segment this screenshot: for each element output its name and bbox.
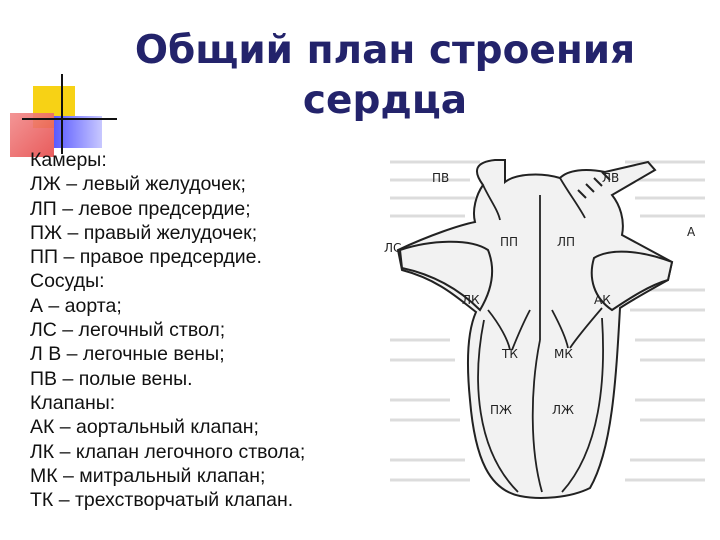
legend-text [30,148,390,512]
legend-line: Камеры: [30,149,107,171]
label-mk: МК [554,347,573,361]
title-line-2: сердца [302,78,468,123]
label-pv: ПВ [432,171,450,185]
legend-line: АК – аортальный клапан; [30,416,259,439]
label-pp: ПП [500,235,519,249]
label-ls: ЛС [384,241,402,255]
title-line-1: Общий план строения [134,28,636,73]
label-ak: АК [594,293,611,307]
legend-line: Клапаны: [30,391,116,414]
legend-line: А – аорта; [30,294,122,317]
legend-line: Л В – легочные вены; [30,343,225,366]
legend-line: ПЖ – правый желудочек; [30,221,258,244]
label-lzh: ЛЖ [552,403,574,417]
decor-vertical-line [61,74,63,154]
legend-line: ЛК – клапан легочного ствола; [30,440,306,463]
label-lp: ЛП [557,235,576,249]
legend-line: ТК – трехстворчатый клапан. [30,489,294,512]
legend-line: Сосуды: [30,270,105,293]
slide-title [125,26,645,126]
heart-diagram [380,140,710,500]
decor-horizontal-line [22,118,117,120]
legend-line: ПП – правое предсердие. [30,246,262,269]
label-a: А [687,225,696,239]
legend-line: ЛЖ – левый желудочек; [30,173,246,196]
legend-line: МК – митральный клапан; [30,464,266,487]
legend-line: ЛС – легочный ствол; [30,319,226,342]
label-lv: ЛВ [602,171,620,185]
legend-line: ПВ – полые вены. [30,367,193,390]
label-tk: ТК [502,347,518,361]
label-lk: ЛК [462,293,480,307]
legend-line: ЛП – левое предсердие; [30,197,251,220]
label-pzh: ПЖ [490,403,512,417]
heart-outline [398,160,672,498]
